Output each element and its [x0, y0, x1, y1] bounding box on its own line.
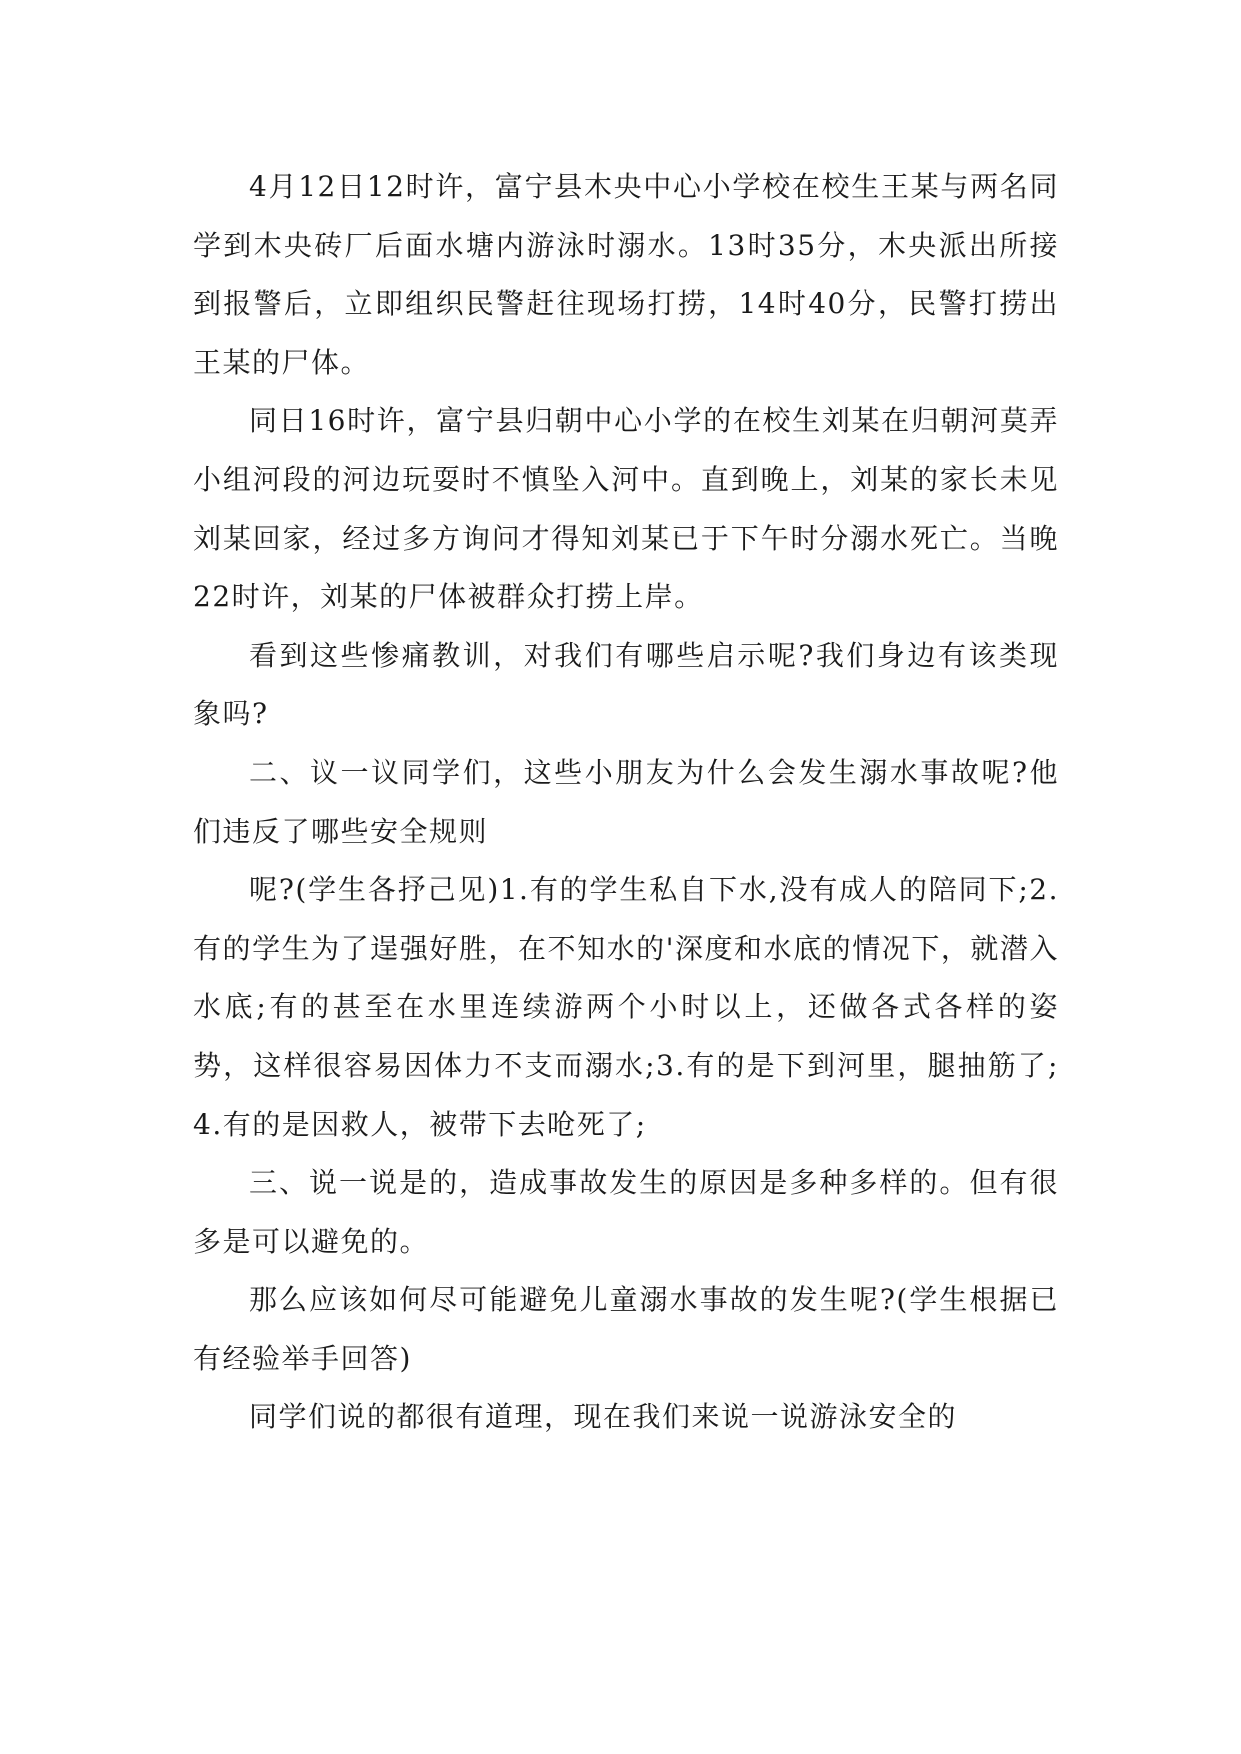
paragraph-incident-wang: 4月12日12时许，富宁县木央中心小学校在校生王某与两名同学到木央砖厂后面水塘内游泳时溺水。13时35分，木央派出所接到报警后，立即组织民警赶往现场打捞，14时40分，民警打捞出王某的尸体。 — [193, 170, 1059, 379]
paragraph-prevention-question: 那么应该如何尽可能避免儿童溺水事故的发生呢?(学生根据已有经验举手回答) — [193, 1283, 1059, 1375]
document-body — [193, 158, 1059, 1447]
paragraph-reflection-question: 看到这些惨痛教训，对我们有哪些启示呢?我们身边有该类现象吗? — [193, 638, 1059, 731]
paragraph-swimming-safety: 同学们说的都很有道理，现在我们来说一说游泳安全的 — [249, 1400, 958, 1434]
paragraph-student-opinions: 呢?(学生各抒己见)1.有的学生私自下水,没有成人的陪同下;2.有的学生为了逞强好胜，在不知水的'深度和水底的情况下，就潜入水底;有的甚至在水里连续游两个小时以上，还做各式各样的姿势，这样很容易因体力不支而溺水;3.有的是下到河里，腿抽筋了;4.有的是因救人，被带下去呛死了; — [193, 873, 1059, 1141]
paragraph-incident-liu: 同日16时许，富宁县归朝中心小学的在校生刘某在归朝河莫弄小组河段的河边玩耍时不慎坠入河中。直到晚上，刘某的家长未见刘某回家，经过多方询问才得知刘某已于下午时分溺水死亡。当晚22时许，刘某的尸体被群众打捞上岸。 — [193, 404, 1059, 614]
paragraph-section-say: 三、说一说是的，造成事故发生的原因是多种多样的。但有很多是可以避免的。 — [193, 1166, 1059, 1258]
paragraph-section-discuss: 二、议一议同学们，这些小朋友为什么会发生溺水事故呢?他们违反了哪些安全规则 — [193, 755, 1059, 848]
